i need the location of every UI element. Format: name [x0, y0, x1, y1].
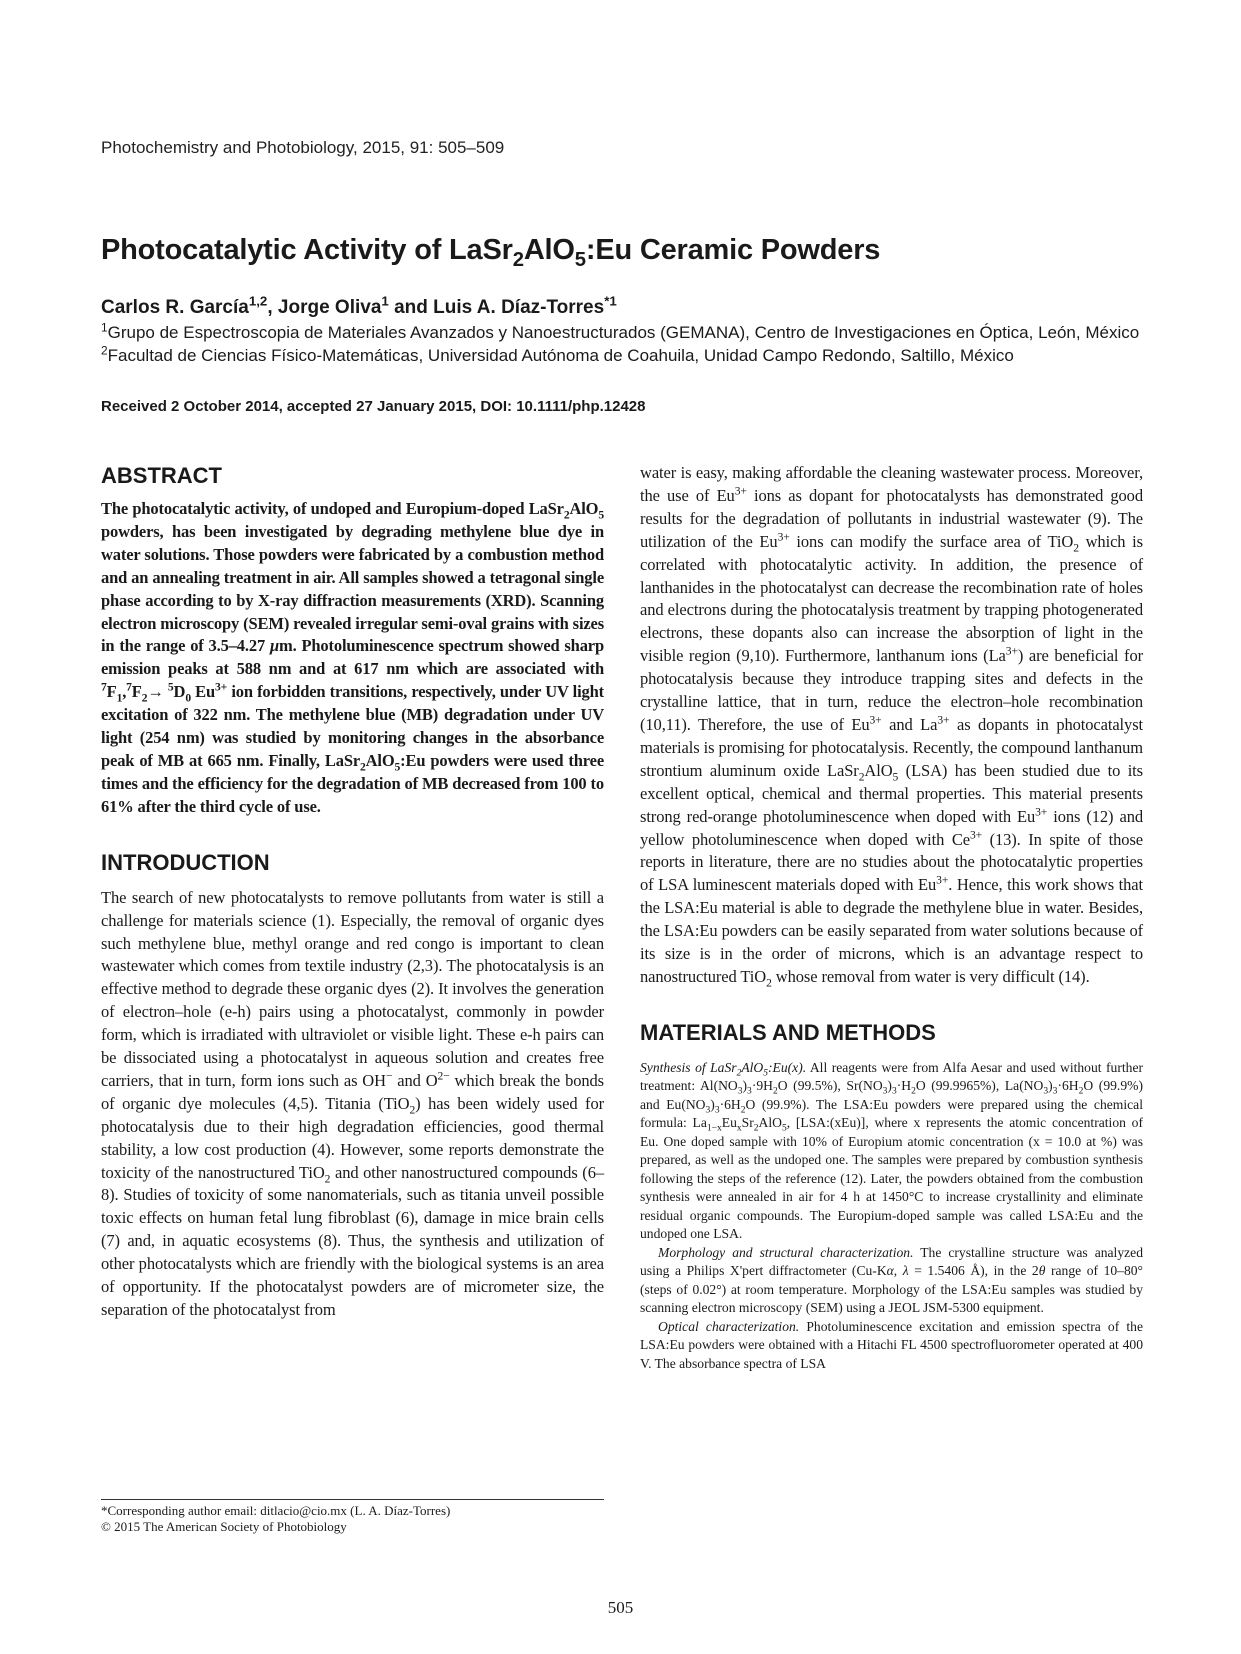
text-run: Eu — [721, 1115, 737, 1131]
text-run: Sr — [741, 1115, 754, 1131]
text-run: F — [131, 682, 142, 702]
methods-optical-paragraph — [640, 1318, 1143, 1374]
superscript: 3+ — [937, 714, 950, 727]
subscript: 5 — [781, 1124, 787, 1135]
text-run: , [LSA:(xEu)], where x represents the atomic concentration of Eu. One doped sample with 10% of Europium atomic concentration (x = 10.0 at %) was prepared, as well as the undoped one. The samples were prepared by combustion synthesis following the steps of the reference (12). Later, the powders obtained from the combustion synthesis were annealed in air for 4 h at 1450°C to increase crystallinity and eliminate residual organic compounds. The Europium-doped sample was called LSA:Eu and the undoped one LSA. — [640, 1115, 1143, 1242]
corresponding-author-note: *Corresponding author email: ditlacio@cio.mx (L. A. Díaz-Torres) — [101, 1503, 451, 1518]
subscript: 3 — [737, 1087, 743, 1098]
introduction-paragraph — [101, 887, 604, 1322]
left-column — [101, 462, 604, 1322]
author-affil-marker: *1 — [604, 293, 617, 309]
text-run: ) has been widely used for photocatalysis due to their high degradation efficiencies, good thermal stability, a low cost production (4). However, some reports demonstrate the toxicity of the nanostructured TiO — [101, 1093, 604, 1182]
symbol-lambda: λ — [902, 1263, 909, 1279]
author-affil-marker: 1 — [381, 293, 389, 309]
text-run: ·6H — [1057, 1078, 1079, 1094]
subscript: 2 — [1073, 542, 1079, 555]
right-column — [640, 462, 1143, 1373]
text-run: Eu — [190, 682, 216, 702]
subsection-title: Optical characterization. — [658, 1318, 800, 1334]
copyright-note: © 2015 The American Society of Photobiology — [101, 1519, 347, 1534]
subscript: 2 — [409, 1104, 416, 1117]
text-run: AlO — [758, 1115, 782, 1131]
text-run: F — [106, 682, 117, 702]
subscript: 5 — [892, 771, 899, 784]
subscript: 3 — [882, 1087, 888, 1098]
text-run: , — [122, 682, 127, 702]
title-part: AlO — [523, 234, 575, 266]
text-run: ·9H — [751, 1078, 773, 1094]
author-affil-marker: 1,2 — [248, 293, 268, 309]
text-run: All reagents were from Alfa Aesar and used without further treatment: Al(NO — [640, 1059, 1144, 1094]
text-run: AlO — [864, 760, 893, 780]
paper-title — [101, 234, 1151, 271]
text-run: ion forbidden transitions, respectively, under UV light excitation of 322 nm. The methylene blue (MB) degradation under UV light (254 nm) was studied by monitoring changes in the absorbance peak of MB at 665 nm. Finally, LaSr — [101, 682, 605, 770]
text-run: → — [147, 682, 168, 702]
page-number: 505 — [607, 1598, 634, 1617]
superscript: 3+ — [969, 829, 983, 841]
author-separator: and — [388, 297, 434, 318]
author-list — [101, 293, 617, 319]
superscript: 3+ — [777, 531, 790, 544]
text-run: (LSA) has been studied due to its excellent optical, chemical and thermal properties. This material presents strong red-orange photoluminescence when doped with Eu — [640, 760, 1143, 826]
text-run: AlO — [569, 499, 599, 518]
text-run: ·H — [896, 1078, 912, 1094]
text-run: and La — [881, 714, 938, 734]
text-run: O (99.9965%), La(NO — [915, 1078, 1044, 1094]
superscript: 7 — [126, 681, 132, 694]
affiliation — [101, 322, 1151, 343]
subscript: 2 — [858, 771, 865, 784]
footnote — [101, 1503, 450, 1535]
text-run: Photoluminescence excitation and emission spectra of the LSA:Eu powders were obtained with a Hitachi FL 4500 spectrofluorometer operated at 400 V. The absorbance spectra of LSA — [640, 1318, 1143, 1371]
text-run: AlO — [365, 750, 395, 770]
subscript: 3 — [714, 1105, 720, 1116]
superscript: 7 — [101, 681, 107, 694]
methods-synthesis-paragraph — [640, 1059, 1143, 1244]
subscript: 0 — [185, 692, 191, 705]
subscript: 5 — [763, 1068, 768, 1079]
text-run: ions can modify the surface area of TiO — [789, 531, 1074, 551]
text-run: ) are beneficial for photocatalysis because they introduce trapping sites and defects in the crystalline lattice, that in turn, reduce the electron–hole recombination (10,11). Therefore, the use of Eu — [640, 646, 1143, 734]
title-part: Photocatalytic Activity of LaSr — [101, 234, 513, 266]
text-run: as dopants in photocatalyst materials is promising for photocatalysis. Recently, the compound lanthanum strontium aluminum oxide LaSr — [640, 714, 1143, 780]
text-run: range of 10–80° (steps of 0.02°) at room temperature. Morphology of the LSA:Eu samples was studied by scanning electron microscopy (SEM) using a JEOL JSM-5300 equipment. — [640, 1263, 1143, 1316]
text-run: and other nanostructured compounds (6–8). Studies of toxicity of some nanomaterials, such as titania unveil possible toxic effects on human fetal lung fibroblast (6), damage in mice brain cells (7) and, in aquatic ecosystems (8). Thus, the synthesis and utilization of other photocatalysts which are friendly with the biological systems is an area of opportunity. If the photocatalyst powders are of micrometer size, the separation of the photocatalyst from — [101, 1162, 604, 1319]
subscript: 2 — [1078, 1087, 1084, 1098]
subscript: 2 — [360, 761, 366, 774]
text-run: The photocatalytic activity, of undoped and Europium-doped — [101, 499, 525, 518]
title-sub: 5 — [574, 248, 586, 271]
text-run: D — [173, 682, 186, 702]
text-run: water is easy, making affordable the cleaning wastewater process. Moreover, the use of Eu — [640, 463, 1143, 505]
subscript: x — [736, 1124, 742, 1135]
superscript: 3+ — [1035, 806, 1048, 819]
methods-heading: MATERIALS AND METHODS — [640, 1019, 936, 1045]
superscript: 3+ — [869, 714, 882, 727]
methods-morphology-paragraph — [640, 1244, 1143, 1318]
text-run: :Eu(x). — [768, 1059, 807, 1075]
subscript: 3 — [1052, 1087, 1058, 1098]
text-run: O (99.9%) and Eu(NO — [640, 1078, 1143, 1112]
text-run: AlO — [741, 1059, 764, 1075]
introduction-continued — [640, 462, 1143, 989]
text-run: , — [893, 1263, 903, 1279]
text-run: m. Photoluminescence spectrum showed sharp emission peaks at 588 nm and at 617 nm which are associated with — [101, 636, 605, 679]
affiliation-text: Facultad de Ciencias Físico-Matemáticas, Universidad Autónoma de Coahuila, Unidad Campo Redondo, Saltillo, México — [107, 346, 1014, 365]
subsection-title: Morphology and structural characterization. — [658, 1244, 914, 1260]
affiliations — [101, 322, 1151, 368]
subscript: 2 — [141, 692, 148, 705]
text-run: The crystalline structure was analyzed using a Philips X'pert diffractometer (Cu-K — [640, 1244, 1143, 1279]
subscript: 5 — [598, 509, 604, 522]
superscript: 3+ — [734, 485, 747, 498]
text-run: Synthesis of LaSr — [640, 1059, 737, 1075]
subscript: 2 — [740, 1105, 746, 1116]
footnote-divider — [101, 1499, 604, 1500]
text-run: ·6H — [719, 1096, 741, 1112]
subscript: 3 — [747, 1087, 752, 1098]
superscript: 3+ — [936, 874, 949, 887]
author-name: Carlos R. García — [101, 297, 249, 318]
subscript: 2 — [911, 1087, 916, 1098]
subscript: 2 — [753, 1124, 759, 1135]
text-run: which break the bonds of organic dye molecules (4,5). Titania (TiO — [101, 1070, 604, 1113]
text-run: . Hence, this work shows that the LSA:Eu material is able to degrade the methylene blue in water. Besides, the LSA:Eu powders can be easily separated from water solutions because of its size is in the order of microns, which is an advantage respect to nanostructured TiO — [640, 875, 1143, 986]
affiliation-number: 2 — [101, 343, 108, 358]
introduction-heading: INTRODUCTION — [101, 849, 270, 875]
subscript: 2 — [736, 1068, 742, 1079]
text-run: O (99.5%), Sr(NO — [777, 1078, 883, 1094]
author-name: Luis A. Díaz-Torres — [433, 297, 605, 318]
journal-citation: Photochemistry and Photobiology, 2015, 91: 505–509 — [101, 138, 505, 157]
subscript: 1 — [116, 692, 123, 705]
author-name: Jorge Oliva — [277, 297, 382, 318]
symbol-alpha: α — [886, 1263, 894, 1279]
superscript: 3+ — [1005, 645, 1018, 658]
text-run: which is correlated with photocatalytic activity. In addition, the presence of lanthanides in the photocatalyst can decrease the recombination rate of holes and electrons during the photocatalysis treatment by trapping photogenerated electrons, these dopants also can increase the absorption of light in the visible region (9,10). Furthermore, lanthanum ions (La — [640, 531, 1143, 666]
title-sub: 2 — [512, 248, 524, 271]
subscript: 3 — [705, 1105, 711, 1116]
subscript: 3 — [1043, 1087, 1049, 1098]
text-run: ) — [1048, 1078, 1053, 1094]
subscript: 2 — [772, 1087, 778, 1098]
superscript: − — [385, 1070, 393, 1083]
subscript: 1−x — [706, 1124, 722, 1135]
superscript: 5 — [167, 681, 174, 694]
received-dates-doi: Received 2 October 2014, accepted 27 January 2015, DOI: 10.1111/php.12428 — [101, 398, 646, 415]
text-run: ions (12) and yellow photoluminescence when doped with Ce — [640, 806, 1143, 849]
title-part: :Eu Ceramic Powders — [585, 234, 881, 266]
text-run: :Eu powders were used three times and the efficiency for the degradation of MB decreased from 100 to 61% after the third cycle of use. — [101, 750, 604, 816]
abstract-body — [101, 498, 604, 819]
affiliation — [101, 345, 1151, 366]
subscript: 3 — [891, 1087, 897, 1098]
subscript: 2 — [324, 1172, 331, 1185]
text-run: ) — [887, 1078, 892, 1094]
text-run: = 1.5406 Å), in the 2 — [908, 1263, 1039, 1279]
text-run: O (99.9%). The LSA:Eu powders were prepared using the chemical formula: La — [640, 1096, 1143, 1131]
subscript: 5 — [394, 761, 401, 774]
symbol-theta: θ — [1038, 1263, 1046, 1279]
text-run: powders, has been investigated by degrading methylene blue dye in water solutions. Those powders were fabricated by a combustion method and an annealing treatment in air. All samples showed a tetragonal single phase according to by X-ray diffraction measurements (XRD). Scanning electron microscopy (SEM) revealed irregular semi-oval grains with sizes in the range of 3.5–4.27 — [101, 521, 604, 656]
symbol-mu: μ — [269, 636, 279, 656]
text-run: ) — [710, 1096, 715, 1112]
text-run: whose removal from water is very difficult (14). — [771, 966, 1090, 986]
subscript: 2 — [766, 977, 772, 990]
subscript: 2 — [563, 509, 570, 522]
superscript: 2− — [437, 1070, 450, 1083]
abstract-heading: ABSTRACT — [101, 463, 222, 488]
text-run: and O — [392, 1070, 438, 1090]
text-run: (13). In spite of those reports in literature, there are no studies about the photocatalytic properties of LSA luminescent materials doped with Eu — [640, 829, 1143, 895]
superscript: 3+ — [215, 681, 228, 694]
text-run: ) — [742, 1078, 748, 1094]
text-run: The search of new photocatalysts to remove pollutants from water is still a challenge for materials science (1). Especially, the removal of organic dyes such methylene blue, methyl orange and red congo is important to clean wastewater which comes from textile industry (2,3). The photocatalysis is an effective method to degrade these organic dyes (2). It involves the generation of electron–hole (e-h) pairs using a photocatalyst, commonly in powder form, which is irradiated with ultraviolet or visible light. These e-h pairs can be dissociated using a photocatalyst in aqueous solution and creates free carriers, that in turn, form ions such as OH — [101, 887, 604, 1090]
text-run: LaSr — [528, 499, 564, 518]
author-separator: , — [267, 297, 278, 318]
affiliation-number: 1 — [101, 320, 108, 335]
affiliation-text: Grupo de Espectroscopia de Materiales Avanzados y Nanoestructurados (GEMANA), Centro de Investigaciones en Óptica, León, México — [107, 323, 1140, 342]
subsection-title — [640, 1059, 807, 1079]
text-run: ions as dopant for photocatalysts has demonstrated good results for the degradation of pollutants in industrial wastewater (9). The utilization of the Eu — [640, 485, 1143, 551]
